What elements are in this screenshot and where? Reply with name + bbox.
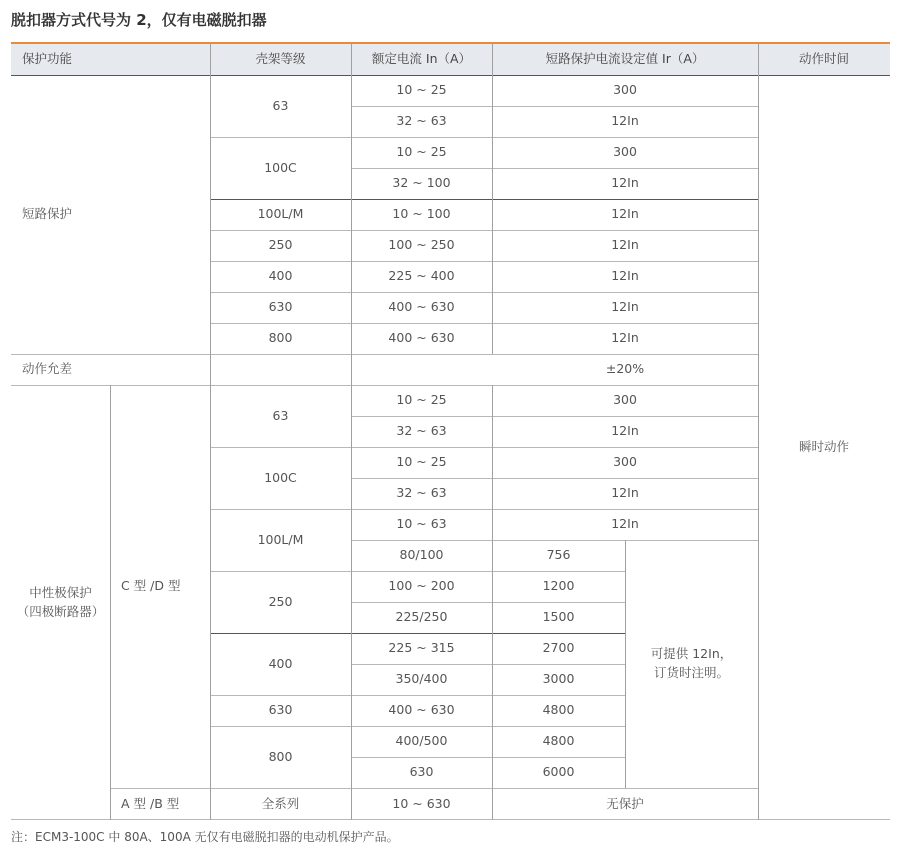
setting-cell: 12In	[611, 237, 639, 253]
footnote: 注：ECM3-100C 中 80A、100A 无仅有电磁脱扣器的电动机保护产品。	[11, 830, 399, 844]
frame-cell: 630	[268, 702, 293, 718]
rated-current-cell: 10 ~ 25	[396, 82, 447, 98]
type-ab-rated-current: 10 ~ 630	[392, 795, 451, 811]
rated-current-cell: 10 ~ 100	[392, 206, 451, 222]
specification-table	[11, 42, 890, 820]
rated-current-cell: 350/400	[395, 671, 448, 687]
setting-cell: 6000	[542, 764, 575, 780]
frame-cell: 100C	[264, 469, 297, 485]
frame-cell: 100L/M	[257, 206, 304, 222]
rated-current-cell: 10 ~ 25	[396, 144, 447, 160]
frame-cell: 250	[268, 593, 293, 609]
header-short-setting: 短路保护电流设定值 Ir（A）	[492, 44, 758, 75]
setting-cell: 12In	[611, 485, 639, 501]
rated-current-cell: 32 ~ 63	[396, 113, 447, 129]
neutral-label-line1: 中性极保护	[29, 584, 92, 600]
rated-current-cell: 225/250	[395, 609, 448, 625]
rated-current-cell: 80/100	[399, 547, 444, 563]
setting-cell: 1500	[542, 609, 575, 625]
setting-cell: 300	[613, 82, 637, 98]
type-ab-setting: 无保护	[606, 795, 644, 811]
rated-current-cell: 400 ~ 630	[388, 702, 455, 718]
header-action-time: 动作时间	[758, 44, 890, 75]
setting-cell: 300	[613, 454, 637, 470]
setting-cell: 12In	[611, 206, 639, 222]
frame-cell: 250	[268, 237, 293, 253]
option-note-line2: 订货时注明。	[653, 665, 729, 680]
header-frame: 壳架等级	[210, 44, 351, 75]
frame-cell: 630	[268, 299, 293, 315]
frame-cell: 800	[268, 748, 293, 764]
setting-cell: 4800	[542, 702, 575, 718]
rated-current-cell: 400/500	[395, 733, 448, 749]
tolerance-value: ±20%	[605, 361, 645, 377]
rated-current-cell: 100 ~ 250	[388, 237, 455, 253]
setting-cell: 12In	[611, 299, 639, 315]
rated-current-cell: 10 ~ 25	[396, 392, 447, 408]
type-ab-label: A 型 /B 型	[121, 795, 180, 811]
rated-current-cell: 32 ~ 100	[392, 175, 451, 191]
setting-cell: 300	[613, 144, 637, 160]
header-function: 保护功能	[11, 44, 210, 75]
frame-cell: 100L/M	[257, 531, 304, 547]
rated-current-cell: 400 ~ 630	[388, 330, 455, 346]
neutral-protection-label	[11, 385, 110, 820]
type-ab-frame: 全系列	[261, 795, 300, 811]
short-circuit-label: 短路保护	[22, 206, 73, 222]
option-note	[625, 540, 758, 788]
setting-cell: 3000	[542, 671, 575, 687]
setting-cell: 12In	[611, 423, 639, 439]
frame-cell: 100C	[264, 159, 297, 175]
setting-cell: 12In	[611, 175, 639, 191]
rated-current-cell: 225 ~ 315	[388, 640, 455, 656]
setting-cell: 12In	[611, 113, 639, 129]
setting-cell: 2700	[542, 640, 575, 656]
rated-current-cell: 100 ~ 200	[388, 578, 455, 594]
frame-cell: 63	[272, 407, 289, 423]
rated-current-cell: 10 ~ 63	[396, 516, 447, 532]
neutral-label-line2: （四极断路器）	[16, 603, 105, 619]
rated-current-cell: 32 ~ 63	[396, 423, 447, 439]
setting-cell: 4800	[542, 733, 575, 749]
frame-cell: 400	[268, 268, 293, 284]
option-note-line1: 可提供 12In，	[650, 646, 733, 662]
type-cd-label: C 型 /D 型	[121, 578, 181, 594]
action-time-value: 瞬时动作	[798, 439, 849, 455]
rated-current-cell: 400 ~ 630	[388, 299, 455, 315]
rated-current-cell: 10 ~ 25	[396, 454, 447, 470]
setting-cell: 1200	[542, 578, 575, 594]
rated-current-cell: 225 ~ 400	[388, 268, 455, 284]
frame-cell: 400	[268, 655, 293, 671]
tolerance-label: 动作允差	[22, 361, 73, 377]
frame-cell: 63	[272, 97, 289, 113]
setting-cell: 12In	[611, 516, 639, 532]
rated-current-cell: 32 ~ 63	[396, 485, 447, 501]
rated-current-cell: 630	[409, 764, 434, 780]
table-title: 脱扣器方式代号为 2，仅有电磁脱扣器	[11, 11, 267, 29]
setting-cell: 12In	[611, 330, 639, 346]
setting-cell: 300	[613, 392, 637, 408]
setting-cell: 12In	[611, 268, 639, 284]
frame-cell: 800	[268, 330, 293, 346]
setting-cell: 756	[546, 547, 571, 563]
header-rated-current: 额定电流 In（A）	[351, 44, 492, 75]
